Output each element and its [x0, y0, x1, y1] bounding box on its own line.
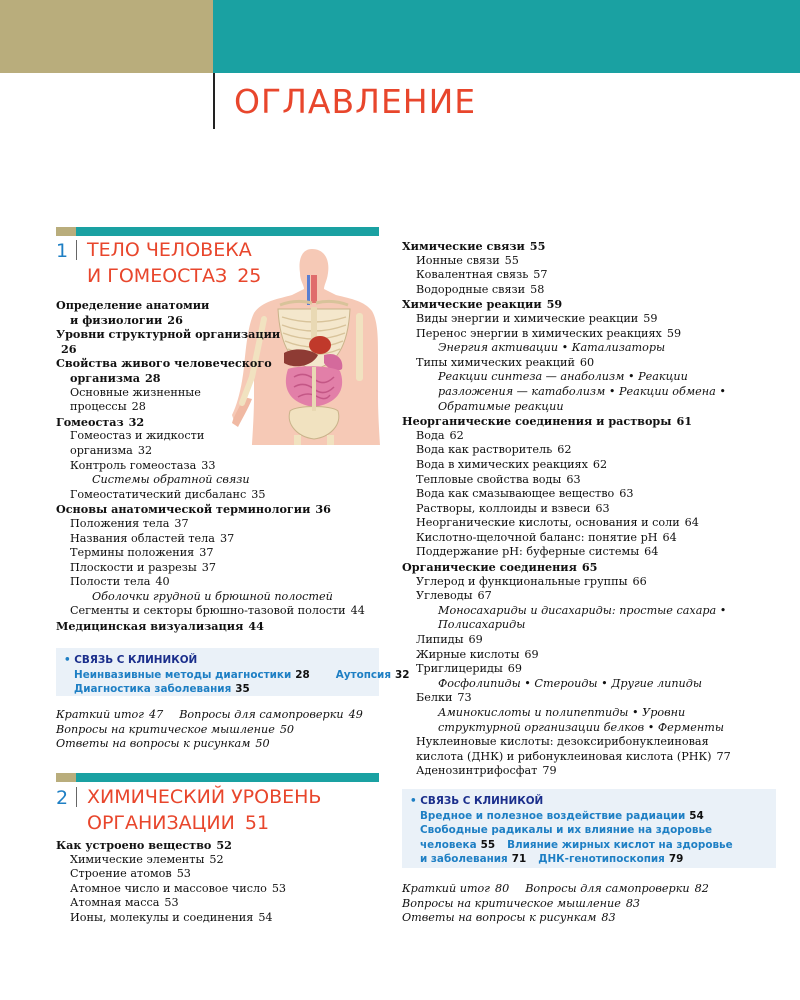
- toc-entry-title: Неорганические соединения и растворы: [402, 414, 672, 429]
- toc-entry-page: 26: [61, 341, 77, 356]
- toc-entry-title: организма: [70, 370, 140, 385]
- toc-entry[interactable]: [56, 882, 386, 897]
- review-line[interactable]: [56, 708, 386, 723]
- right-column-extras: [402, 882, 797, 926]
- toc-entry[interactable]: [402, 750, 797, 765]
- review-page: 50: [255, 737, 270, 751]
- toc-entry-title: Типы химических реакций: [416, 355, 575, 369]
- toc-entry-title: Тепловые свойства воды: [416, 472, 562, 486]
- chapter-1-clinic-box: [56, 648, 410, 696]
- toc-entry-page: 32: [137, 443, 153, 457]
- chapter-1-rule: [76, 240, 77, 260]
- clinic-item[interactable]: и заболевания 71 ДНК-генотипоскопия 79: [420, 853, 684, 866]
- toc-entry-page: 59: [666, 326, 682, 340]
- toc-entry-title: Полисахариды: [438, 618, 526, 632]
- toc-entry[interactable]: [402, 458, 797, 473]
- toc-entry-page: 64: [662, 530, 677, 544]
- toc-entry[interactable]: [56, 911, 386, 926]
- review-title: Краткий итог: [402, 882, 490, 895]
- toc-entry-page: 52: [216, 838, 232, 852]
- clinic-item[interactable]: Вредное и полезное воздействие радиации 54: [420, 809, 704, 822]
- review-line[interactable]: [402, 911, 797, 926]
- toc-entry-title: Как устроено вещество: [56, 838, 212, 852]
- toc-entry-title: Сегменты и секторы брюшно-тазовой полости: [70, 604, 346, 618]
- toc-entry-title: и физиологии: [70, 312, 163, 327]
- toc-entry-title: Названия областей тела: [70, 531, 215, 545]
- toc-entry-page: 67: [477, 589, 492, 603]
- clinic-item[interactable]: Неинвазивные методы диагностики 28 Аутопсия 32: [74, 668, 410, 681]
- review-page: 49: [348, 708, 363, 721]
- toc-entry-title: Ковалентная связь: [416, 268, 529, 282]
- toc-entry-title: разложения — катаболизм • Реакции обмена •: [438, 384, 726, 398]
- toc-entry[interactable]: [402, 677, 797, 692]
- toc-entry[interactable]: [402, 487, 797, 502]
- header-band-teal: [213, 0, 800, 73]
- toc-entry-title: Полости тела: [70, 575, 151, 589]
- toc-entry-page: 53: [164, 896, 179, 910]
- toc-entry-page: 36: [315, 502, 331, 517]
- toc-entry-page: 55: [504, 253, 519, 267]
- toc-entry-title: Химические связи: [402, 239, 525, 253]
- toc-entry-page: 73: [457, 691, 472, 705]
- toc-entry-title: Термины положения: [70, 546, 195, 560]
- toc-entry-title: Строение атомов: [70, 867, 172, 881]
- toc-entry[interactable]: [402, 400, 797, 415]
- clinic-item[interactable]: Свободные радикалы и их влияние на здоровье: [420, 824, 713, 837]
- toc-entry-title: кислота (ДНК) и рибонуклеиновая кислота (РНК): [416, 749, 712, 763]
- toc-entry-title: Гомеостаз и жидкости: [70, 429, 205, 443]
- toc-entry-page: 60: [579, 355, 595, 369]
- clinic-item[interactable]: человека 55 Влияние жирных кислот на здоровье: [420, 838, 733, 851]
- chapter-1-bar: [56, 227, 379, 236]
- header-band-olive: [0, 0, 213, 73]
- toc-entry[interactable]: [402, 589, 797, 604]
- toc-entry-page: 63: [595, 501, 610, 515]
- toc-entry-page: 69: [468, 633, 483, 647]
- toc-entry-title: Реакции синтеза — анаболизм • Реакции: [438, 370, 688, 384]
- review-page: 83: [625, 896, 641, 910]
- toc-entry-title: Ионные связи: [416, 253, 500, 267]
- toc-entry[interactable]: [402, 691, 797, 706]
- toc-entry-page: 64: [684, 516, 699, 530]
- toc-entry[interactable]: [56, 575, 386, 590]
- toc-entry-title: Вода как смазывающее вещество: [416, 487, 615, 501]
- toc-entry-page: 59: [643, 311, 658, 325]
- toc-entry[interactable]: [56, 517, 386, 532]
- review-page: 80: [494, 882, 510, 895]
- toc-entry[interactable]: [56, 546, 386, 561]
- toc-entry[interactable]: [402, 735, 797, 750]
- toc-entry[interactable]: [56, 298, 386, 313]
- review-title: Вопросы на критическое мышление: [402, 896, 621, 910]
- toc-entry[interactable]: [56, 459, 386, 474]
- right-clinic-box: [402, 789, 776, 868]
- toc-entry[interactable]: [402, 618, 797, 633]
- toc-entry[interactable]: [56, 356, 386, 371]
- toc-entry-title: Химические реакции: [402, 297, 542, 312]
- toc-entry[interactable]: [56, 619, 386, 634]
- toc-entry-page: 62: [592, 457, 608, 471]
- toc-entry[interactable]: [402, 648, 797, 663]
- toc-entry[interactable]: [56, 604, 386, 619]
- review-title: Вопросы для самопроверки: [525, 882, 690, 895]
- toc-entry-title: Аминокислоты и полипептиды • Уровни: [438, 706, 686, 719]
- toc-entry-page: 44: [248, 619, 264, 634]
- review-page: 47: [148, 708, 164, 721]
- toc-entry[interactable]: [402, 414, 797, 429]
- toc-entry-title: Жирные кислоты: [416, 647, 520, 661]
- toc-entry[interactable]: [402, 633, 797, 648]
- toc-entry-page: 37: [219, 531, 235, 545]
- toc-entry[interactable]: [402, 356, 797, 371]
- toc-entry[interactable]: [402, 545, 797, 560]
- toc-entry-page: 53: [176, 867, 191, 881]
- toc-entry[interactable]: [56, 838, 386, 853]
- toc-entry-title: Положения тела: [70, 516, 170, 530]
- toc-entry-title: Контроль гомеостаза: [70, 458, 197, 472]
- toc-entry-page: 79: [542, 764, 557, 778]
- toc-entry[interactable]: [402, 429, 797, 444]
- toc-entry-title: Белки: [416, 691, 453, 705]
- toc-entry[interactable]: [402, 502, 797, 517]
- review-title: Ответы на вопросы к рисункам: [56, 737, 251, 751]
- toc-entry[interactable]: [56, 327, 386, 342]
- toc-entry-title: Вода: [416, 428, 445, 442]
- toc-entry[interactable]: [56, 342, 386, 357]
- toc-entry-title: Поддержание pH: буферные системы: [416, 545, 640, 559]
- toc-entry-title: Нуклеиновые кислоты: дезоксирибонуклеиновая: [416, 735, 709, 749]
- toc-entry[interactable]: [56, 371, 386, 386]
- toc-entry-page: 33: [201, 458, 216, 472]
- toc-entry[interactable]: [402, 385, 797, 400]
- right-column-toc: [402, 239, 797, 779]
- chapter-1-title[interactable]: ТЕЛО ЧЕЛОВЕКА И ГОМЕОСТАЗ 25: [87, 239, 262, 287]
- toc-entry-title: Органические соединения: [402, 560, 577, 575]
- toc-entry-title: Липиды: [416, 633, 464, 647]
- toc-entry-page: 37: [199, 546, 214, 560]
- toc-entry[interactable]: [402, 370, 797, 385]
- review-line[interactable]: [402, 882, 797, 897]
- toc-entry-page: 35: [251, 487, 266, 501]
- toc-entry-title: Вода как растворитель: [416, 443, 553, 457]
- toc-entry[interactable]: [402, 516, 797, 531]
- toc-entry[interactable]: [402, 560, 797, 575]
- toc-entry[interactable]: [402, 341, 797, 356]
- toc-entry-page: 63: [619, 487, 634, 501]
- toc-entry[interactable]: [402, 604, 797, 619]
- toc-entry-title: Виды энергии и химические реакции: [416, 311, 639, 325]
- toc-entry-page: 62: [449, 428, 464, 442]
- toc-entry-page: 62: [557, 443, 572, 457]
- toc-entry[interactable]: [402, 327, 797, 342]
- toc-entry[interactable]: [402, 443, 797, 458]
- toc-entry-title: Энергия активации • Катализаторы: [438, 341, 666, 355]
- toc-entry-title: Моносахариды и дисахариды: простые сахара •: [438, 603, 727, 617]
- review-line[interactable]: [56, 723, 386, 738]
- toc-entry-page: 58: [530, 282, 545, 296]
- toc-entry-title: Растворы, коллоиды и взвеси: [416, 501, 591, 515]
- toc-entry-title: Обратимые реакции: [438, 399, 564, 413]
- toc-entry-title: Плоскости и разрезы: [70, 560, 197, 574]
- toc-entry-title: Перенос энергии в химических реакциях: [416, 326, 662, 340]
- toc-entry[interactable]: [402, 531, 797, 546]
- chapter-1-extras: [56, 708, 386, 752]
- toc-entry-page: 77: [716, 749, 731, 763]
- toc-entry-page: 53: [271, 881, 287, 895]
- toc-entry-page: 37: [201, 560, 217, 574]
- toc-entry-page: 40: [155, 575, 170, 589]
- toc-entry-title: Гомеостаз: [56, 414, 124, 429]
- toc-entry[interactable]: [56, 429, 386, 444]
- review-line[interactable]: [402, 897, 797, 912]
- toc-entry[interactable]: [402, 268, 797, 283]
- toc-entry[interactable]: [402, 254, 797, 269]
- toc-entry-title: Углеводы: [416, 589, 473, 603]
- review-title: Вопросы для самопроверки: [179, 708, 344, 721]
- toc-entry[interactable]: [56, 386, 386, 401]
- toc-entry-title: Определение анатомии: [56, 298, 210, 312]
- chapter-2-number: 2: [56, 787, 69, 809]
- review-page: 83: [601, 911, 616, 925]
- clinic-header: • СВЯЗЬ С КЛИНИКОЙ: [410, 795, 544, 807]
- toc-entry-page: 32: [128, 414, 145, 429]
- toc-entry-title: Медицинская визуализация: [56, 619, 244, 634]
- toc-entry-page: 65: [581, 560, 598, 575]
- review-line[interactable]: [56, 737, 386, 752]
- toc-entry-title: Основные жизненные: [70, 385, 201, 399]
- clinic-item[interactable]: Диагностика заболевания 35: [74, 683, 250, 696]
- toc-entry[interactable]: [56, 561, 386, 576]
- toc-entry-title: Углерод и функциональные группы: [416, 574, 628, 588]
- toc-entry[interactable]: [56, 867, 386, 882]
- toc-entry-title: Свойства живого человеческого: [56, 356, 272, 371]
- review-title: Вопросы на критическое мышление: [56, 722, 275, 736]
- toc-entry-title: Химические элементы: [70, 852, 205, 866]
- toc-entry[interactable]: [402, 473, 797, 488]
- toc-entry-page: 52: [209, 852, 224, 866]
- toc-entry-title: Фосфолипиды • Стероиды • Другие липиды: [438, 676, 702, 690]
- toc-entry[interactable]: [56, 502, 386, 517]
- toc-entry-title: Кислотно-щелочной баланс: понятие pH: [416, 530, 658, 544]
- toc-entry[interactable]: [402, 312, 797, 327]
- toc-entry-page: 61: [676, 414, 693, 429]
- chapter-2-toc: [56, 838, 386, 926]
- toc-entry-page: 26: [167, 312, 183, 327]
- toc-entry-page: 63: [566, 472, 581, 486]
- toc-entry-page: 69: [507, 662, 522, 676]
- toc-entry[interactable]: [56, 444, 386, 459]
- toc-entry-page: 64: [644, 545, 659, 559]
- toc-entry-title: Триглицериды: [416, 662, 503, 676]
- chapter-2-rule: [76, 787, 77, 807]
- toc-entry[interactable]: [402, 575, 797, 590]
- toc-entry-title: структурной организации белков • Ферменты: [438, 720, 724, 734]
- toc-entry-title: Аденозинтрифосфат: [416, 764, 538, 778]
- review-title: Краткий итог: [56, 708, 144, 721]
- review-page: 82: [694, 882, 709, 895]
- toc-entry[interactable]: [402, 721, 797, 736]
- toc-entry[interactable]: [402, 662, 797, 677]
- toc-entry[interactable]: [56, 853, 386, 868]
- toc-entry-title: Гомеостатический дисбаланс: [70, 487, 247, 501]
- clinic-header: • СВЯЗЬ С КЛИНИКОЙ: [64, 654, 198, 666]
- toc-entry-page: 59: [546, 297, 563, 312]
- toc-entry-page: 28: [144, 370, 161, 385]
- title-rule: [213, 73, 215, 129]
- toc-entry-title: Атомная масса: [70, 896, 160, 910]
- toc-entry-title: организма: [70, 443, 133, 457]
- toc-entry-title: Атомное число и массовое число: [70, 881, 267, 895]
- toc-entry-title: Вода в химических реакциях: [416, 457, 588, 471]
- toc-entry-page: 54: [258, 910, 273, 924]
- toc-entry-page: 44: [350, 604, 365, 618]
- chapter-1-number: 1: [56, 240, 69, 262]
- toc-entry[interactable]: [56, 532, 386, 547]
- toc-entry-title: Неорганические кислоты, основания и соли: [416, 516, 680, 530]
- toc-entry-page: 57: [533, 268, 548, 282]
- toc-entry-title: процессы: [70, 400, 127, 414]
- page-title: ОГЛАВЛЕНИЕ: [234, 82, 477, 121]
- review-page: 50: [279, 722, 295, 736]
- toc-entry-title: Оболочки грудной и брюшной полостей: [92, 589, 333, 603]
- toc-entry-page: 28: [131, 400, 146, 414]
- toc-entry[interactable]: [56, 400, 386, 415]
- toc-entry[interactable]: [402, 764, 797, 779]
- toc-entry[interactable]: [56, 415, 386, 430]
- review-title: Ответы на вопросы к рисункам: [402, 911, 597, 925]
- toc-entry-title: Системы обратной связи: [92, 473, 250, 487]
- chapter-2-title[interactable]: ХИМИЧЕСКИЙ УРОВЕНЬ ОРГАНИЗАЦИИ 51: [87, 786, 322, 834]
- toc-entry-page: 69: [524, 647, 539, 661]
- toc-entry[interactable]: [56, 313, 386, 328]
- toc-entry-page: 66: [632, 574, 647, 588]
- toc-entry-title: Водородные связи: [416, 282, 526, 296]
- chapter-1-toc: [56, 298, 386, 634]
- toc-entry-title: Уровни структурной организации: [56, 327, 281, 342]
- toc-entry[interactable]: [402, 297, 797, 312]
- toc-entry[interactable]: [56, 473, 386, 488]
- toc-entry[interactable]: [56, 896, 386, 911]
- toc-entry[interactable]: [56, 590, 386, 605]
- toc-entry-page: 55: [529, 239, 546, 253]
- toc-entry[interactable]: [402, 239, 797, 254]
- chapter-2-bar: [56, 773, 379, 782]
- toc-entry-title: Основы анатомической терминологии: [56, 502, 311, 517]
- toc-entry[interactable]: [402, 283, 797, 298]
- toc-entry-page: 37: [174, 516, 189, 530]
- toc-entry[interactable]: [56, 488, 386, 503]
- toc-entry-title: Ионы, молекулы и соединения: [70, 910, 254, 924]
- toc-entry[interactable]: [402, 706, 797, 721]
